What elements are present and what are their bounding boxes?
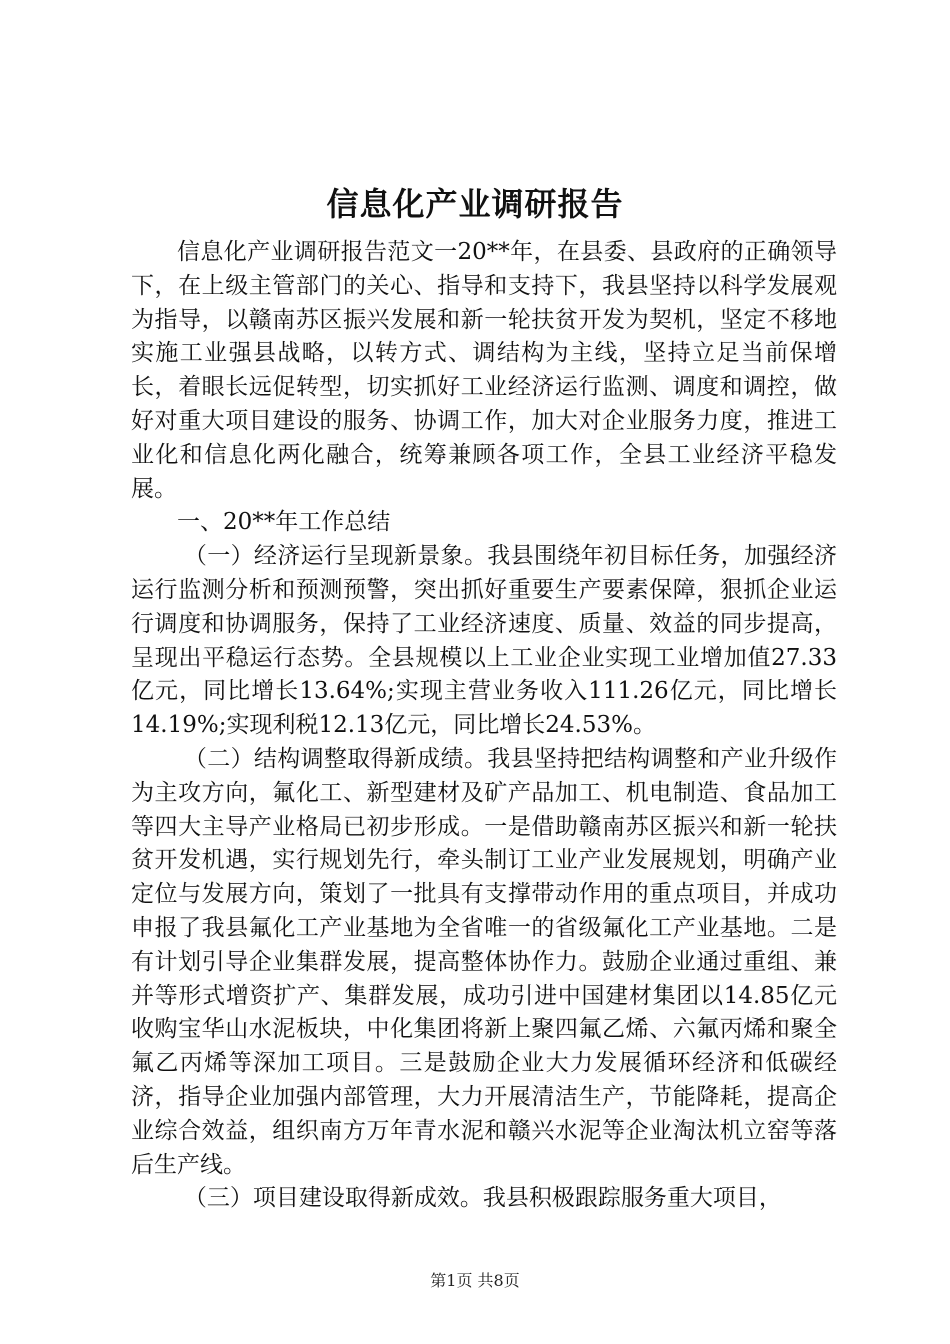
economic-operation-paragraph: （一）经济运行呈现新景象。我县围绕年初目标任务，加强经济运行监测分析和预测预警，突出抓好重要生产要素保障，狠抓企业运行调度和协调服务，保持了工业经济速度、质量、效益的同步提高，呈现出平稳运行态势。全县规模以上工业企业实现工业增加值27.33亿元，同比增长13.64%;实现主营业务收入111.26亿元，同比增长14.19%;实现利税12.13亿元，同比增长24.53%。 (131, 543, 837, 739)
section-heading: 一、20**年工作总结 (177, 509, 391, 536)
intro-paragraph: 信息化产业调研报告范文一20**年，在县委、县政府的正确领导下，在上级主管部门的关心、指导和支持下，我县坚持以科学发展观为指导，以赣南苏区振兴发展和新一轮扶贫开发为契机，坚定不移地实施工业强县战略，以转方式、调结构为主线，坚持立足当前保增长，着眼长远促转型，切实抓好工业经济运行监测、调度和调控，做好对重大项目建设的服务、协调工作，加大对企业服务力度，推进工业化和信息化两化融合，统筹兼顾各项工作，全县工业经济平稳发展。 (131, 239, 837, 502)
page-footer: 第1页 共8页 (430, 1271, 520, 1290)
project-construction-paragraph: （三）项目建设取得新成效。我县积极跟踪服务重大项目， (183, 1185, 782, 1212)
document-body (131, 236, 837, 1216)
page-title: 信息化产业调研报告 (326, 185, 624, 223)
structural-adjustment-paragraph: （二）结构调整取得新成绩。我县坚持把结构调整和产业升级作为主攻方向，氟化工、新型建材及矿产品加工、机电制造、食品加工等四大主导产业格局已初步形成。一是借助赣南苏区振兴和新一轮扶贫开发机遇，实行规划先行，牵头制订工业产业发展规划，明确产业定位与发展方向，策划了一批具有支撑带动作用的重点项目，并成功申报了我县氟化工产业基地为全省唯一的省级氟化工产业基地。二是有计划引导企业集群发展，提高整体协作力。鼓励企业通过重组、兼并等形式增资扩产、集群发展，成功引进中国建材集团以14.85亿元收购宝华山水泥板块，中化集团将新上聚四氟乙烯、六氟丙烯和聚全氟乙丙烯等深加工项目。三是鼓励企业大力发展循环经济和低碳经济，指导企业加强内部管理，大力开展清洁生产，节能降耗，提高企业综合效益，组织南方万年青水泥和赣兴水泥等企业淘汰机立窑等落后生产线。 (131, 745, 837, 1178)
